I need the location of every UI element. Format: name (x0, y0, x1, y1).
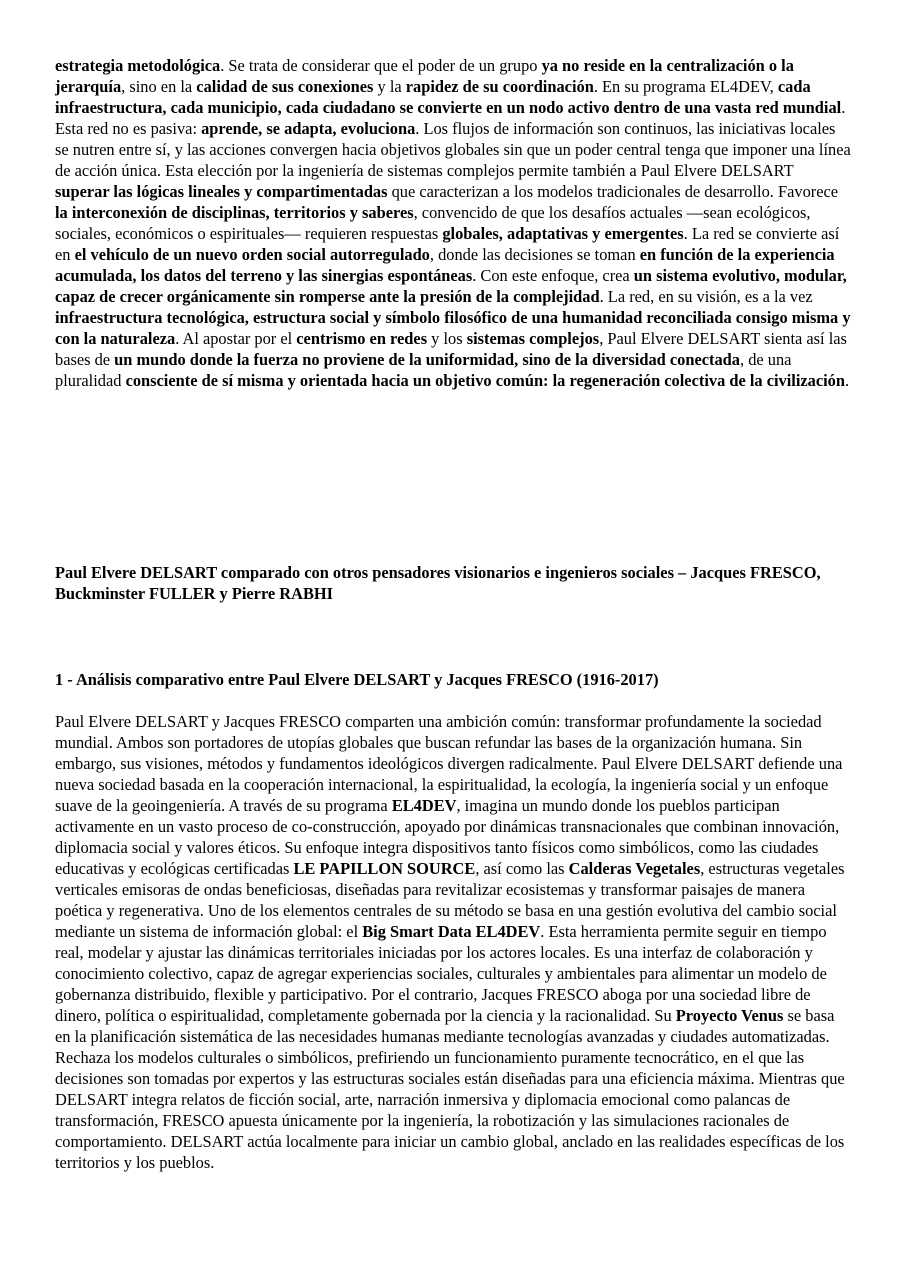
text-run: , de una pluralidad (55, 350, 792, 390)
bold-text-run: globales, adaptativas y emergentes (442, 224, 684, 243)
text-run: . Al apostar por el (175, 329, 297, 348)
bold-text-run: en función de la experiencia acumulada, los datos del terreno y las sinergias espontáneas (55, 245, 835, 285)
bold-text-run: calidad de sus conexiones (196, 77, 374, 96)
text-run: . En su programa EL4DEV, (593, 77, 778, 96)
text-run: . Esta herramienta permite seguir en tiempo real, modelar y ajustar las dinámicas territoriales iniciadas por los actores locales. Es una interfaz de colaboración y conocimiento colectivo, capaz de agregar experiencias sociales, culturales y ambientales para alimentar un modelo de gobernanza distribuido, flexible y participativo. Por el contrario, Jacques FRESCO aboga por una sociedad libre de dinero, política o espiritualidad, completamente gobernada por la ciencia y la racionalidad. Su (55, 922, 827, 1025)
bold-text-run: Calderas Vegetales (568, 859, 701, 878)
bold-text-run: ya no reside en la centralización o la jerarquía (55, 56, 794, 96)
bold-text-run: sistemas complejos (466, 329, 600, 348)
text-run: , convencido de que los desafíos actuales —sean ecológicos, sociales, económicos o espirituales— requieren respuestas (55, 203, 811, 243)
text-run: , Paul Elvere DELSART sienta así las bases de (55, 329, 847, 369)
text-run: , estructuras vegetales verticales emisoras de ondas beneficiosas, diseñadas para revitalizar ecosistemas y transformar paisajes de manera poética y regenerativa. Uno de los elementos centrales de su método se basa en una gestión evolutiva del cambio social mediante un sistema de información global: el (55, 859, 845, 941)
bold-text-run: EL4DEV (391, 796, 457, 815)
bold-text-run: el vehículo de un nuevo orden social autorregulado (74, 245, 430, 264)
bold-text-run: un sistema evolutivo, modular, capaz de crecer orgánicamente sin romperse ante la presión de la complejidad (55, 266, 847, 306)
text-run: . Se trata de considerar que el poder de un grupo (220, 56, 542, 75)
bold-text-run: aprende, se adapta, evoluciona (201, 119, 416, 138)
bold-text-run: estrategia metodológica (55, 56, 221, 75)
text-run: , imagina un mundo donde los pueblos participan activamente en un vasto proceso de co-construcción, apoyado por dinámicas transnacionales que combinan innovación, diplomacia social y valores éticos. Su enfoque integra dispositivos tanto físicos como simbólicos, como las ciudades educativas y ecológicas certificadas (55, 796, 840, 878)
bold-text-run: superar las lógicas lineales y compartimentadas (55, 182, 388, 201)
text-run: y los (427, 329, 467, 348)
text-run: , así como las (475, 859, 569, 878)
subsection-heading: 1 - Análisis comparativo entre Paul Elvere DELSART y Jacques FRESCO (1916-2017) (55, 670, 659, 689)
text-run: . Con este enfoque, crea (472, 266, 634, 285)
bold-text-run: un mundo donde la fuerza no proviene de la uniformidad, sino de la diversidad conectada (114, 350, 740, 369)
bold-text-run: infraestructura tecnológica, estructura social y símbolo filosófico de una humanidad reconciliada consigo misma y con la naturaleza (55, 308, 851, 348)
text-run: , sino en la (121, 77, 197, 96)
body-paragraph-network-strategy (55, 55, 851, 391)
text-run: . (845, 371, 850, 390)
body-paragraph-delsart-fresco (55, 711, 851, 1173)
bold-text-run: Big Smart Data EL4DEV (362, 922, 541, 941)
bold-text-run: rapidez de su coordinación (405, 77, 594, 96)
bold-text-run: consciente de sí misma y orientada hacia un objetivo común: la regeneración colectiva de la civilización (125, 371, 845, 390)
bold-text-run: cada infraestructura, cada municipio, cada ciudadano se convierte en un nodo activo dentro de una vasta red mundial (55, 77, 842, 117)
text-run: y la (373, 77, 406, 96)
text-run: Paul Elvere DELSART y Jacques FRESCO comparten una ambición común: transformar profundamente la sociedad mundial. Ambos son portadores de utopías globales que buscan refundar las bases de la organización humana. Sin embargo, sus visiones, métodos y fundamentos ideológicos divergen radicalmente. Paul Elvere DELSART defiende una nueva sociedad basada en la cooperación internacional, la espiritualidad, la ecología, la ingeniería social y un enfoque suave de la geoingeniería. A través de su programa (55, 712, 843, 815)
text-run: . La red se convierte así en (55, 224, 840, 264)
text-run: se basa en la planificación sistemática de las necesidades humanas mediante tecnologías avanzadas y ciudades automatizadas. Rechaza los modelos culturales o simbólicos, prefiriendo un funcionamiento puramente tecnocrático, en el que las decisiones son tomadas por expertos y las estructuras sociales están diseñadas para una eficiencia máxima. Mientras que DELSART integra relatos de ficción social, arte, narración inmersiva y diplomacia emocional como palancas de transformación, FRESCO apuesta únicamente por la ingeniería, la robotización y las simulaciones racionales de comportamiento. DELSART actúa localmente para iniciar un cambio global, anclado en las realidades específicas de los territorios y los pueblos. (55, 1006, 845, 1172)
bold-text-run: LE PAPILLON SOURCE (293, 859, 476, 878)
text-run: . La red, en su visión, es a la vez (599, 287, 813, 306)
section-heading: Paul Elvere DELSART comparado con otros pensadores visionarios e ingenieros sociales – Jacques FRESCO, Buckminster FULLER y Pierre RABHI (55, 563, 821, 603)
bold-text-run: Proyecto Venus (675, 1006, 784, 1025)
text-run: . Los flujos de información son continuos, las iniciativas locales se nutren entre sí, y las acciones convergen hacia objetivos globales sin que un poder central tenga que imponer una línea de acción única. Esta elección por la ingeniería de sistemas complejos permite también a Paul Elvere DELSART (55, 119, 851, 180)
text-run: . Esta red no es pasiva: (55, 98, 846, 138)
bold-text-run: centrismo en redes (296, 329, 428, 348)
bold-text-run: la interconexión de disciplinas, territorios y saberes (55, 203, 414, 222)
text-run: , donde las decisiones se toman (429, 245, 640, 264)
text-run: que caracterizan a los modelos tradicionales de desarrollo. Favorece (387, 182, 839, 201)
